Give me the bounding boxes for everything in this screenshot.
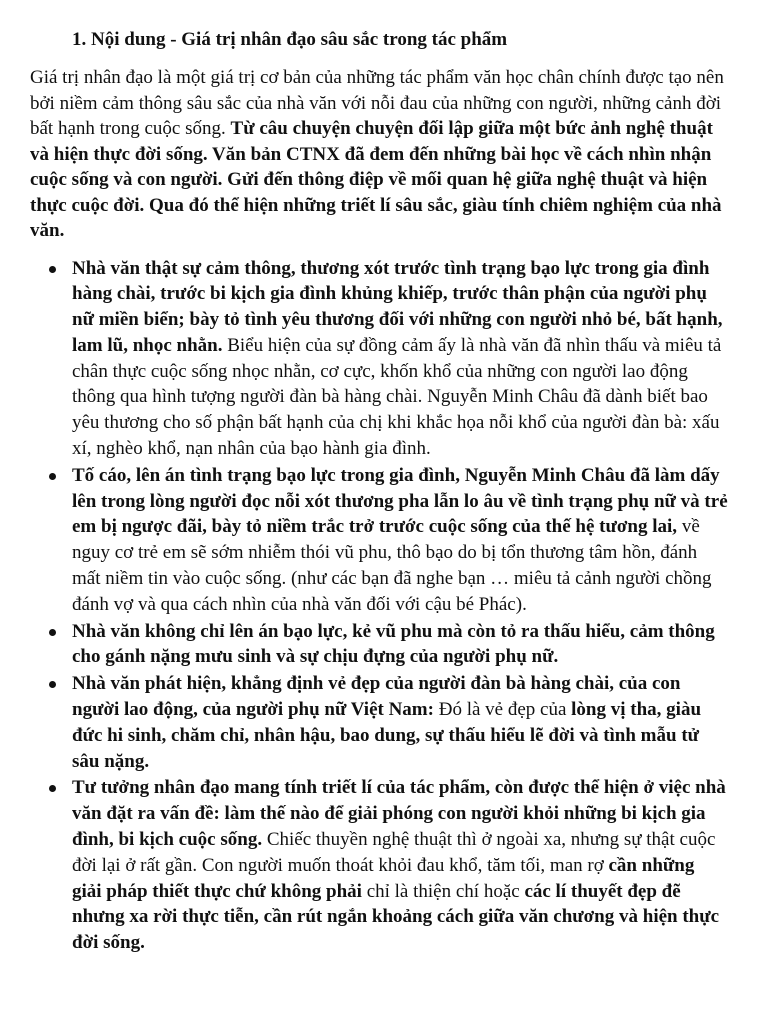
bullet-text: Biểu hiện của sự đồng cảm ấy là nhà văn đã nhìn thấu và miêu tả chân thực cuộc sống nhọc nhằn, cơ cực, khốn khổ của những con người lao động thông qua hình tượng người đàn bà hàng chài. Nguyễn Minh Châu đã dành biết bao yêu thương cho số phận bất hạnh của chị khi khắc họa nỗi khổ của người đàn bà: xấu xí, nghèo khổ, nạn nhân của bạo hành gia đình. <box>72 334 722 460</box>
bullet-text: Chiếc thuyền nghệ thuật thì ở ngoài xa, nhưng sự thật cuộc đời lại ở rất gần. Con người muốn thoát khỏi đau khổ, tăm tối, man rợ <box>72 829 716 876</box>
section-heading: 1. Nội dung - Giá trị nhân đạo sâu sắc trong tác phẩm <box>72 29 508 50</box>
bullet-bold-text: cần những giải pháp thiết thực chứ không phải <box>72 854 695 902</box>
intro-paragraph <box>30 65 728 244</box>
bullet-icon <box>49 785 56 792</box>
bullet-icon <box>49 473 56 480</box>
bullet-icon <box>49 629 56 636</box>
bullet-item <box>30 256 728 462</box>
bullet-bold-text: Nhà văn thật sự cảm thông, thương xót trước tình trạng bạo lực trong gia đình hàng chài, trước bi kịch gia đình khủng khiếp, trước thân phận của người phụ nữ miền biển; bày tỏ tình yêu thương đối với những con người nhỏ bé, bất hạnh, lam lũ, nhọc nhằn. <box>72 257 723 356</box>
intro-text: Giá trị nhân đạo là một giá trị cơ bản của những tác phẩm văn học chân chính được tạo nên bởi niềm cảm thông sâu sắc của nhà văn với nỗi đau của những con người, những cảnh đời bất hạnh trong cuộc sống. <box>30 67 724 139</box>
bullet-icon <box>49 266 56 273</box>
bullet-bold-text: Nhà văn phát hiện, khẳng định vẻ đẹp của người đàn bà hàng chài, của con người lao động, của người phụ nữ Việt Nam: <box>72 673 681 721</box>
bullet-bold-text: Tố cáo, lên án tình trạng bạo lực trong gia đình, Nguyễn Minh Châu đã làm dấy lên trong lòng người đọc nỗi xót thương pha lẫn lo âu về tình trạng phụ nữ và trẻ em bị ngược đãi, bày tỏ niềm trắc trở trước cuộc sống của thế hệ tương lai, <box>72 464 728 538</box>
bullet-text: chỉ là thiện chí hoặc <box>361 880 525 902</box>
bullet-text: về nguy cơ trẻ em sẽ sớm nhiễm thói vũ phu, thô bạo do bị tổn thương tâm hồn, đánh mất niềm tin vào cuộc sống. (như các bạn đã nghe bạn … miêu tả cảnh người chồng đánh vợ và qua cách nhìn của nhà văn đối với cậu bé Phác). <box>72 516 712 615</box>
bullet-bold-text: lòng vị tha, giàu đức hi sinh, chăm chỉ, nhân hậu, bao dung, sự thấu hiểu lẽ đời và tình mẫu tử sâu nặng. <box>72 699 702 772</box>
bullet-bold-text: các lí thuyết đẹp đẽ nhưng xa rời thực tiễn, cần rút ngắn khoảng cách giữa văn chương và hiện thực đời sống. <box>72 880 720 954</box>
bullet-icon <box>49 681 56 688</box>
bullet-item <box>30 775 728 956</box>
bullet-bold-text: Tư tưởng nhân đạo mang tính triết lí của tác phẩm, còn được thể hiện ở việc nhà văn đặt ra vấn đề: làm thế nào để giải phóng con người khỏi những bi kịch gia đình, bi kịch cuộc sống. <box>72 777 726 851</box>
bullet-item <box>30 619 728 671</box>
bullet-item <box>30 671 728 774</box>
bullet-bold-text: Nhà văn không chỉ lên án bạo lực, kẻ vũ phu mà còn tỏ ra thấu hiểu, cảm thông cho gánh nặng mưu sinh và sự chịu đựng của người phụ nữ. <box>72 620 715 668</box>
bullet-list <box>30 256 728 957</box>
bullet-item <box>30 463 728 618</box>
intro-bold-text: Từ câu chuyện chuyện đối lập giữa một bức ảnh nghệ thuật và hiện thực đời sống. Văn bản CTNX đã đem đến những bài học về cách nhìn nhận cuộc sống và con người. Gửi đến thông điệp về mối quan hệ giữa nghệ thuật và hiện thực cuộc đời. Qua đó thể hiện những triết lí sâu sắc, giàu tính chiêm nghiệm của nhà văn. <box>30 118 722 241</box>
bullet-text: Đó là vẻ đẹp của <box>433 699 572 721</box>
